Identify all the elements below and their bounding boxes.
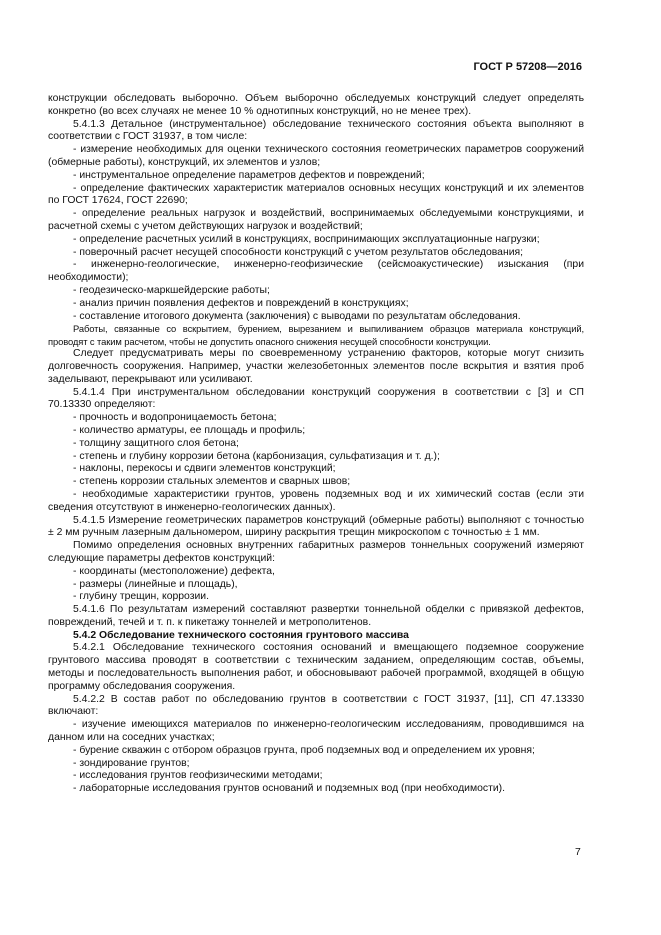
list-item: - степень и глубину коррозии бетона (карбонизация, сульфатизация и т. д.); [73, 450, 440, 462]
list-item: - инженерно-геологические, инженерно-геофизические (сейсмоакустические) изыскания (при необходимости); [48, 259, 584, 284]
list-item: - координаты (местоположение) дефекта, [73, 565, 275, 577]
paragraph: конструкции обследовать выборочно. Объем выборочно обследуемых конструкций следует определять конкретно (во всех случаях не менее 10 % однотипных конструкций, но не менее трех). [48, 93, 584, 117]
list-item: - бурение скважин с отбором образцов грунта, проб подземных вод и определением их уровня; [73, 744, 535, 756]
paragraph: 5.4.1.5 Измерение геометрических параметров конструкций (обмерные работы) выполняют с точностью ± 2 мм ручным лазерным дальномером, ширину раскрытия трещин микроскопом с точностью ± 1 мм. [48, 514, 584, 539]
list-item: - наклоны, перекосы и сдвиги элементов конструкций; [73, 463, 336, 475]
list-item: - определение реальных нагрузок и воздействий, воспринимаемых обследуемыми конструкциями, и расчетной схемы с учетом действующих нагрузок и воздействий; [48, 208, 584, 232]
list-item: - анализ причин появления дефектов и повреждений в конструкциях; [73, 297, 409, 309]
list-item: - измерение необходимых для оценки технического состояния геометрических параметров сооружений (обмерные работы), конструкций, их элементов и узлов; [48, 144, 584, 168]
document-body [48, 93, 584, 796]
list-item: - степень коррозии стальных элементов и сварных швов; [73, 476, 351, 488]
list-item: - составление итогового документа (заключения) с выводами по результатам обследования. [73, 310, 521, 322]
list-item: - толщину защитного слоя бетона; [73, 437, 239, 449]
paragraph: Помимо определения основных внутренних габаритных размеров тоннельных сооружений измеряют следующие параметры дефектов конструкций: [48, 540, 584, 564]
paragraph: 5.4.1.4 При инструментальном обследовании конструкций сооружения в соответствии с [3] и СП 70.13330 определяют: [48, 386, 584, 411]
list-item: - необходимые характеристики грунтов, уровень подземных вод и их химический состав (если эти сведения отсутствуют в инженерно-геологических данных). [48, 488, 584, 513]
list-item: - лабораторные исследования грунтов оснований и подземных вод (при необходимости). [73, 783, 506, 795]
list-item: - прочность и водопроницаемость бетона; [73, 412, 277, 424]
list-item: - изучение имеющихся материалов по инженерно-геологическим исследованиям, проводившимся на данном или на соседних участках; [48, 719, 584, 744]
paragraph: 5.4.1.6 По результатам измерений составляют развертки тоннельной обделки с привязкой дефектов, повреждений, течей и т. п. к пикетажу тоннелей и метрополитенов. [48, 604, 584, 628]
list-item: - размеры (линейные и площадь), [73, 578, 238, 590]
paragraph: Следует предусматривать меры по своевременному устранению факторов, которые могут снизить долговечность сооружения. Например, участки железобетонных элементов после вскрытия и взятия проб заделывают, перекрывают или усиливают. [48, 348, 584, 385]
list-item: - инструментальное определение параметров дефектов и повреждений; [73, 169, 425, 181]
list-item: - определение фактических характеристик материалов основных несущих конструкций и их элементов по ГОСТ 17624, ГОСТ 22690; [48, 182, 584, 207]
paragraph: 5.4.2.2 В состав работ по обследованию грунтов в соответствии с ГОСТ 31937, [11], СП 47.13330 включают: [48, 693, 584, 718]
list-item: - зондирование грунтов; [73, 757, 190, 769]
list-item: - глубину трещин, коррозии. [73, 591, 209, 603]
page-number: 7 [575, 847, 581, 858]
list-item: - определение расчетных усилий в конструкциях, воспринимающих эксплуатационные нагрузки; [73, 233, 540, 245]
note-paragraph: Работы, связанные со вскрытием, бурением, вырезанием и выпиливанием образцов материала конструкций, проводят с таким расчетом, чтобы не допустить опасного снижения несущей способности конструкции. [48, 323, 584, 347]
list-item: - геодезическо-маркшейдерские работы; [73, 284, 270, 296]
list-item: - поверочный расчет несущей способности конструкций с учетом результатов обследования; [73, 246, 524, 258]
paragraph: 5.4.2.1 Обследование технического состояния оснований и вмещающего подземное сооружение грунтового массива проводят в соответствии с техническим заданием, определяющим состав, объемы, методы и последовательность выполнения работ, и обосновывают рабочей программой, входящей в общую программу обследования сооружения. [48, 642, 584, 692]
paragraph: 5.4.1.3 Детальное (инструментальное) обследование технического состояния объекта выполняют в соответствии с ГОСТ 31937, в том числе: [48, 118, 584, 143]
list-item: - исследования грунтов геофизическими методами; [73, 770, 323, 782]
section-heading: 5.4.2 Обследование технического состояния грунтового массива [73, 629, 409, 641]
document-id: ГОСТ Р 57208—2016 [473, 61, 582, 73]
list-item: - количество арматуры, ее площадь и профиль; [73, 424, 306, 436]
